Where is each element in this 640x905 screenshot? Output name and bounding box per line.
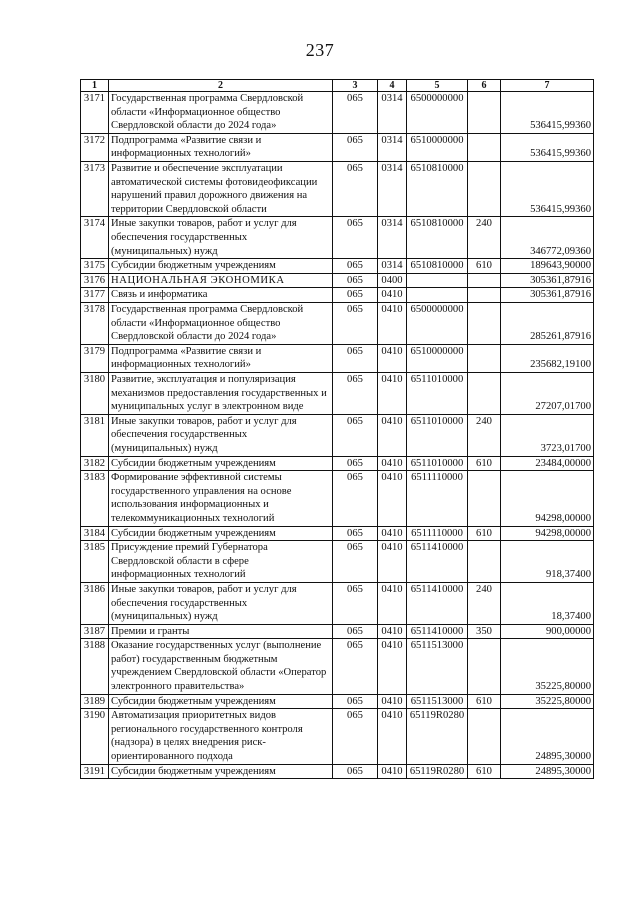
row-grbs-code: 065 <box>333 541 378 583</box>
row-name: Автоматизация приоритетных видов регионального государственного контроля (надзора) в целях внедрения риск-ориентированного подхода <box>109 709 333 764</box>
table-row <box>81 764 594 779</box>
row-expense-type-code <box>468 288 501 303</box>
row-section-code: 0314 <box>378 259 407 274</box>
row-amount: 24895,30000 <box>501 764 594 779</box>
row-target-code: 6511513000 <box>407 639 468 694</box>
row-section-code: 0400 <box>378 273 407 288</box>
column-header: 1 <box>81 80 109 92</box>
row-name: Развитие и обеспечение эксплуатации автоматической системы фотовидеофиксации нарушений правил дорожного движения на территории Свердловской области <box>109 161 333 216</box>
row-target-code: 65119R0280 <box>407 764 468 779</box>
row-section-code: 0410 <box>378 471 407 526</box>
row-grbs-code: 065 <box>333 471 378 526</box>
row-target-code: 6510810000 <box>407 217 468 259</box>
row-number: 3186 <box>81 582 109 624</box>
row-expense-type-code <box>468 344 501 372</box>
row-target-code: 6511410000 <box>407 582 468 624</box>
row-amount: 35225,80000 <box>501 639 594 694</box>
row-target-code <box>407 288 468 303</box>
table-header-row <box>81 80 594 92</box>
row-target-code: 6511513000 <box>407 694 468 709</box>
row-amount: 536415,99360 <box>501 133 594 161</box>
row-number: 3178 <box>81 302 109 344</box>
row-number: 3181 <box>81 414 109 456</box>
row-name: Субсидии бюджетным учреждениям <box>109 259 333 274</box>
row-name: Субсидии бюджетным учреждениям <box>109 526 333 541</box>
row-name: Государственная программа Свердловской области «Информационное общество Свердловской области до 2024 года» <box>109 302 333 344</box>
row-expense-type-code <box>468 471 501 526</box>
row-expense-type-code: 350 <box>468 624 501 639</box>
table-row <box>81 133 594 161</box>
row-name: Иные закупки товаров, работ и услуг для обеспечения государственных (муниципальных) нужд <box>109 582 333 624</box>
row-amount: 235682,19100 <box>501 344 594 372</box>
row-target-code <box>407 273 468 288</box>
row-grbs-code: 065 <box>333 288 378 303</box>
row-number: 3179 <box>81 344 109 372</box>
row-target-code: 6511010000 <box>407 414 468 456</box>
row-number: 3173 <box>81 161 109 216</box>
row-expense-type-code: 610 <box>468 764 501 779</box>
row-amount: 35225,80000 <box>501 694 594 709</box>
row-section-code: 0410 <box>378 526 407 541</box>
row-section-code: 0410 <box>378 288 407 303</box>
row-name: Формирование эффективной системы государственного управления на основе использования информационных и телекоммуникационных технологий <box>109 471 333 526</box>
row-target-code: 6511410000 <box>407 624 468 639</box>
row-expense-type-code <box>468 273 501 288</box>
row-amount: 305361,87916 <box>501 288 594 303</box>
row-section-code: 0314 <box>378 217 407 259</box>
row-number: 3191 <box>81 764 109 779</box>
row-number: 3174 <box>81 217 109 259</box>
row-expense-type-code <box>468 709 501 764</box>
row-amount: 18,37400 <box>501 582 594 624</box>
row-number: 3175 <box>81 259 109 274</box>
table-row <box>81 344 594 372</box>
row-grbs-code: 065 <box>333 161 378 216</box>
table-row <box>81 582 594 624</box>
row-expense-type-code <box>468 639 501 694</box>
row-name: Подпрограмма «Развитие связи и информационных технологий» <box>109 133 333 161</box>
row-expense-type-code <box>468 92 501 134</box>
row-section-code: 0410 <box>378 624 407 639</box>
row-name: Иные закупки товаров, работ и услуг для обеспечения государственных (муниципальных) нужд <box>109 217 333 259</box>
row-name: Иные закупки товаров, работ и услуг для обеспечения государственных (муниципальных) нужд <box>109 414 333 456</box>
row-amount: 305361,87916 <box>501 273 594 288</box>
row-expense-type-code: 240 <box>468 217 501 259</box>
row-target-code: 6511410000 <box>407 541 468 583</box>
row-section-code: 0410 <box>378 694 407 709</box>
row-grbs-code: 065 <box>333 456 378 471</box>
row-amount: 900,00000 <box>501 624 594 639</box>
row-grbs-code: 065 <box>333 582 378 624</box>
row-expense-type-code <box>468 133 501 161</box>
row-number: 3188 <box>81 639 109 694</box>
row-section-code: 0410 <box>378 639 407 694</box>
row-number: 3184 <box>81 526 109 541</box>
row-expense-type-code <box>468 161 501 216</box>
table-row <box>81 273 594 288</box>
row-name: Субсидии бюджетным учреждениям <box>109 764 333 779</box>
row-amount: 918,37400 <box>501 541 594 583</box>
row-number: 3182 <box>81 456 109 471</box>
row-amount: 94298,00000 <box>501 526 594 541</box>
row-target-code: 6510810000 <box>407 259 468 274</box>
row-name: Присуждение премий Губернатора Свердловской области в сфере информационных технологий <box>109 541 333 583</box>
row-target-code: 6511010000 <box>407 456 468 471</box>
row-amount: 536415,99360 <box>501 92 594 134</box>
row-number: 3176 <box>81 273 109 288</box>
row-grbs-code: 065 <box>333 344 378 372</box>
column-header: 7 <box>501 80 594 92</box>
row-grbs-code: 065 <box>333 302 378 344</box>
row-grbs-code: 065 <box>333 709 378 764</box>
row-name: Связь и информатика <box>109 288 333 303</box>
row-section-code: 0410 <box>378 414 407 456</box>
row-name: Государственная программа Свердловской области «Информационное общество Свердловской области до 2024 года» <box>109 92 333 134</box>
table-row <box>81 302 594 344</box>
row-grbs-code: 065 <box>333 639 378 694</box>
row-amount: 285261,87916 <box>501 302 594 344</box>
row-amount: 3723,01700 <box>501 414 594 456</box>
table-body <box>81 92 594 779</box>
row-section-code: 0410 <box>378 456 407 471</box>
row-number: 3190 <box>81 709 109 764</box>
row-amount: 94298,00000 <box>501 471 594 526</box>
row-target-code: 6511010000 <box>407 372 468 414</box>
page-number: 237 <box>305 40 335 60</box>
row-number: 3172 <box>81 133 109 161</box>
row-expense-type-code <box>468 302 501 344</box>
table-row <box>81 92 594 134</box>
row-target-code: 6511110000 <box>407 471 468 526</box>
table-row <box>81 471 594 526</box>
table-row <box>81 624 594 639</box>
row-section-code: 0314 <box>378 133 407 161</box>
table-row <box>81 456 594 471</box>
table-row <box>81 414 594 456</box>
row-section-code: 0410 <box>378 764 407 779</box>
row-amount: 189643,90000 <box>501 259 594 274</box>
row-expense-type-code: 610 <box>468 694 501 709</box>
row-target-code: 6510810000 <box>407 161 468 216</box>
row-number: 3183 <box>81 471 109 526</box>
row-name: Субсидии бюджетным учреждениям <box>109 694 333 709</box>
row-expense-type-code <box>468 372 501 414</box>
row-section-code: 0314 <box>378 161 407 216</box>
column-header: 3 <box>333 80 378 92</box>
table-row <box>81 217 594 259</box>
row-target-code: 6510000000 <box>407 133 468 161</box>
row-amount: 23484,00000 <box>501 456 594 471</box>
row-section-code: 0410 <box>378 302 407 344</box>
row-amount: 536415,99360 <box>501 161 594 216</box>
table-row <box>81 526 594 541</box>
row-target-code: 6510000000 <box>407 344 468 372</box>
row-number: 3180 <box>81 372 109 414</box>
row-number: 3187 <box>81 624 109 639</box>
row-target-code: 6511110000 <box>407 526 468 541</box>
row-grbs-code: 065 <box>333 133 378 161</box>
row-target-code: 6500000000 <box>407 302 468 344</box>
row-number: 3185 <box>81 541 109 583</box>
row-target-code: 6500000000 <box>407 92 468 134</box>
row-target-code: 65119R0280 <box>407 709 468 764</box>
row-amount: 24895,30000 <box>501 709 594 764</box>
row-number: 3171 <box>81 92 109 134</box>
column-header: 6 <box>468 80 501 92</box>
row-section-code: 0314 <box>378 92 407 134</box>
table-row <box>81 372 594 414</box>
row-name: Премии и гранты <box>109 624 333 639</box>
row-name: Субсидии бюджетным учреждениям <box>109 456 333 471</box>
row-expense-type-code: 610 <box>468 259 501 274</box>
row-name: Подпрограмма «Развитие связи и информационных технологий» <box>109 344 333 372</box>
row-grbs-code: 065 <box>333 694 378 709</box>
row-grbs-code: 065 <box>333 414 378 456</box>
table-row <box>81 541 594 583</box>
row-expense-type-code: 610 <box>468 526 501 541</box>
row-section-code: 0410 <box>378 582 407 624</box>
table-row <box>81 259 594 274</box>
row-expense-type-code: 240 <box>468 414 501 456</box>
row-expense-type-code: 610 <box>468 456 501 471</box>
row-grbs-code: 065 <box>333 217 378 259</box>
table-row <box>81 639 594 694</box>
table-row <box>81 161 594 216</box>
row-expense-type-code: 240 <box>468 582 501 624</box>
row-grbs-code: 065 <box>333 526 378 541</box>
row-section-code: 0410 <box>378 372 407 414</box>
column-header: 2 <box>109 80 333 92</box>
row-grbs-code: 065 <box>333 624 378 639</box>
row-grbs-code: 065 <box>333 259 378 274</box>
column-header: 4 <box>378 80 407 92</box>
row-section-code: 0410 <box>378 344 407 372</box>
row-amount: 346772,09360 <box>501 217 594 259</box>
table-row <box>81 288 594 303</box>
row-grbs-code: 065 <box>333 273 378 288</box>
row-number: 3189 <box>81 694 109 709</box>
table-row <box>81 709 594 764</box>
row-number: 3177 <box>81 288 109 303</box>
row-section-code: 0410 <box>378 541 407 583</box>
row-amount: 27207,01700 <box>501 372 594 414</box>
column-header: 5 <box>407 80 468 92</box>
row-expense-type-code <box>468 541 501 583</box>
table-row <box>81 694 594 709</box>
budget-table <box>80 79 594 779</box>
row-section-code: 0410 <box>378 709 407 764</box>
row-name: Развитие, эксплуатация и популяризация механизмов предоставления государственных и муниципальных услуг в электронном виде <box>109 372 333 414</box>
row-name: Оказание государственных услуг (выполнение работ) государственным бюджетным учреждением Свердловской области «Оператор электронного правительства» <box>109 639 333 694</box>
row-name: НАЦИОНАЛЬНАЯ ЭКОНОМИКА <box>109 273 333 288</box>
row-grbs-code: 065 <box>333 92 378 134</box>
row-grbs-code: 065 <box>333 372 378 414</box>
row-grbs-code: 065 <box>333 764 378 779</box>
